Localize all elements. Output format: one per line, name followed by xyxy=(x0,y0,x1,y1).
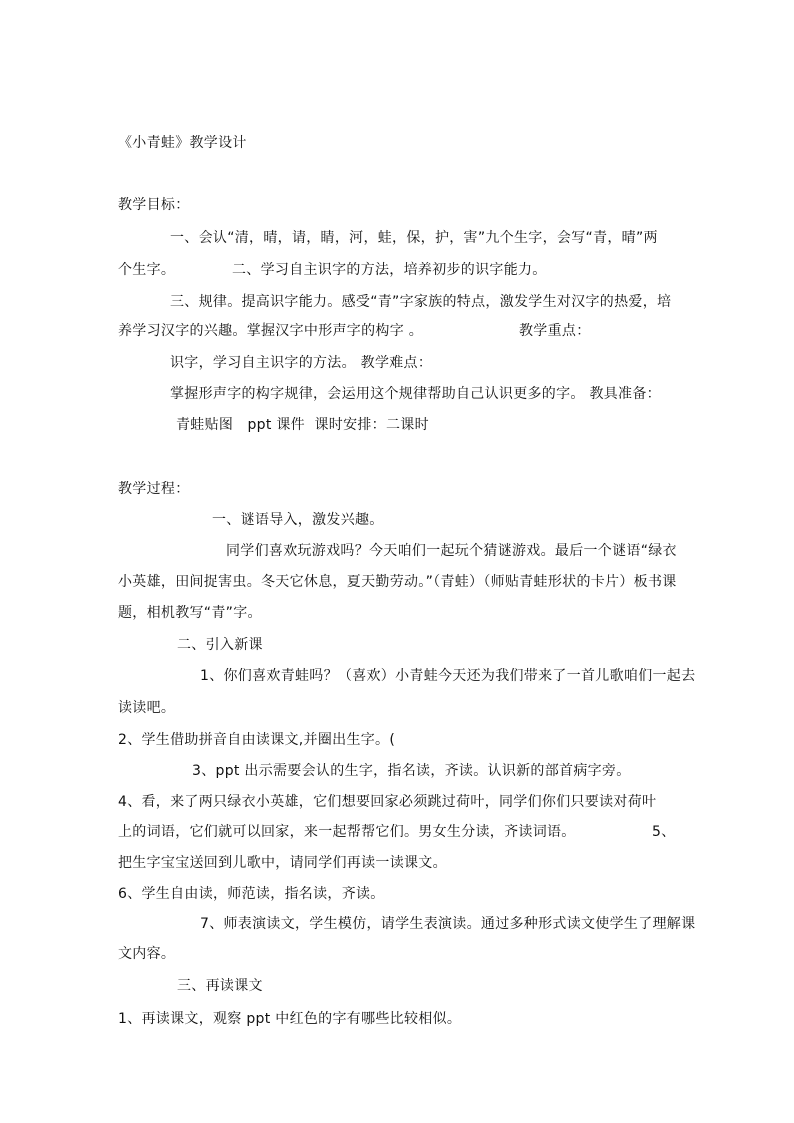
text-line: 1、你们喜欢青蛙吗？（喜欢）小青蛙今天还为我们带来了一首儿歌咱们一起去 xyxy=(200,668,696,684)
section-heading-process: 教学过程： xyxy=(118,481,190,497)
section-heading-objectives: 教学目标： xyxy=(118,197,190,213)
text-line: 三、再读课文 xyxy=(177,978,263,994)
text-line: 掌握形声字的构字规律，会运用这个规律帮助自己认识更多的字。 教具准备： xyxy=(170,386,661,402)
text-line: 二、引入新课 xyxy=(177,637,263,653)
text-line: 同学们喜欢玩游戏吗？今天咱们一起玩个猜谜游戏。最后一个谜语“绿衣 xyxy=(226,543,677,559)
text-line: 5、 xyxy=(652,824,676,840)
text-line: 7、师表演读文，学生模仿，请学生表演读。通过多种形式读文使学生了理解课 xyxy=(200,916,696,932)
text-line: 小英雄，田间捉害虫。冬天它休息，夏天勤劳动。”（青蛙）（师贴青蛙形状的卡片）板书课 xyxy=(118,574,677,590)
text-line: 教学重点： xyxy=(519,323,591,339)
text-line: 个生字。 xyxy=(118,262,176,278)
text-line: 6、学生自由读，师范读，指名读，齐读。 xyxy=(118,886,385,902)
text-line: 一、谜语导入，激发兴趣。 xyxy=(212,512,384,528)
text-line: 4、看，来了两只绿衣小英雄，它们想要回家必须跳过荷叶，同学们你们只要读对荷叶 xyxy=(118,794,657,810)
text-line: 1、再读课文，观察 ppt 中红色的字有哪些比较相似。 xyxy=(118,1011,462,1027)
text-line: 把生字宝宝送回到儿歌中，请同学们再读一读课文。 xyxy=(118,855,447,871)
text-line: 文内容。 xyxy=(118,946,176,962)
text-line: 2、学生借助拼音自由读课文,并圈出生字。( xyxy=(118,732,396,748)
text-line: 3、ppt 出示需要会认的生字，指名读，齐读。认识新的部首病字旁。 xyxy=(192,763,631,779)
text-line: 上的词语，它们就可以回家，来一起帮帮它们。男女生分读，齐读词语。 xyxy=(118,824,576,840)
text-line: 一、会认“清，晴，请，睛，河，蛙，保，护，害”九个生字，会写“青，晴”两 xyxy=(170,230,658,246)
document-title: 《小青蛙》教学设计 xyxy=(118,135,247,151)
text-line: 青蛙贴图 ppt 课件 课时安排：二课时 xyxy=(176,417,429,433)
text-line: 三、规律。提高识字能力。感受“青”字家族的特点，激发学生对汉字的热爱，培 xyxy=(170,294,672,310)
text-line: 养学习汉字的兴趣。掌握汉字中形声字的构字 。 xyxy=(118,323,424,339)
text-line: 读读吧。 xyxy=(118,700,176,716)
text-line: 题，相机教写“青”字。 xyxy=(118,605,262,621)
text-line: 二、学习自主识字的方法，培养初步的识字能力。 xyxy=(232,262,547,278)
text-line: 识字，学习自主识字的方法。 教学难点： xyxy=(170,355,433,371)
